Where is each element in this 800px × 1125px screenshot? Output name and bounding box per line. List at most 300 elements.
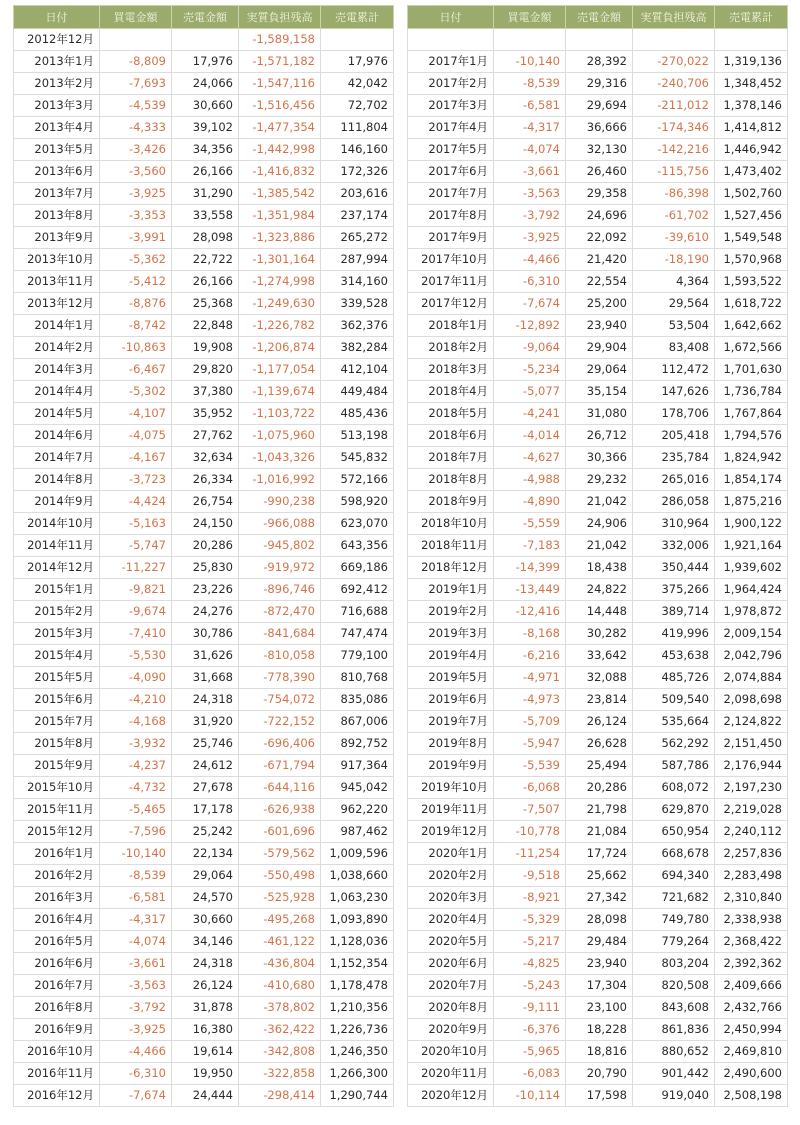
sale-cumulative-cell: 382,284 (321, 337, 394, 359)
sale-cumulative-cell: 1,063,230 (321, 887, 394, 909)
date-cell: 2013年7月 (14, 183, 100, 205)
sale-amount-cell: 16,380 (172, 1019, 239, 1041)
purchase-amount-cell: -3,925 (100, 183, 172, 205)
net-balance-cell: -671,794 (239, 755, 321, 777)
sale-cumulative-cell: 2,508,198 (715, 1085, 788, 1107)
net-balance-cell: 453,638 (633, 645, 715, 667)
sale-cumulative-cell: 1,939,602 (715, 557, 788, 579)
purchase-amount-cell: -5,747 (100, 535, 172, 557)
date-cell: 2017年7月 (408, 183, 494, 205)
date-cell: 2016年9月 (14, 1019, 100, 1041)
purchase-amount-cell: -3,792 (494, 205, 566, 227)
purchase-amount-cell: -6,310 (100, 1063, 172, 1085)
sale-amount-cell: 31,920 (172, 711, 239, 733)
sale-cumulative-cell: 917,364 (321, 755, 394, 777)
date-cell: 2018年11月 (408, 535, 494, 557)
table-row (408, 535, 788, 557)
net-balance-cell: 389,714 (633, 601, 715, 623)
net-balance-cell: -436,804 (239, 953, 321, 975)
table-row (408, 623, 788, 645)
sale-cumulative-cell: 835,086 (321, 689, 394, 711)
sale-amount-cell: 23,940 (566, 953, 633, 975)
sale-cumulative-cell: 1,593,522 (715, 271, 788, 293)
table-row (408, 799, 788, 821)
date-cell: 2014年12月 (14, 557, 100, 579)
table-row (14, 1019, 394, 1041)
sale-cumulative-cell: 1,875,216 (715, 491, 788, 513)
date-cell: 2018年8月 (408, 469, 494, 491)
sale-cumulative-cell: 1,093,890 (321, 909, 394, 931)
purchase-amount-cell: -8,168 (494, 623, 566, 645)
header-net-balance: 実質負担残高 (633, 6, 715, 29)
date-cell: 2017年1月 (408, 51, 494, 73)
date-cell: 2014年11月 (14, 535, 100, 557)
sale-amount-cell: 25,200 (566, 293, 633, 315)
sale-cumulative-cell: 1,701,630 (715, 359, 788, 381)
sale-amount-cell: 22,092 (566, 227, 633, 249)
date-cell: 2014年4月 (14, 381, 100, 403)
purchase-amount-cell: -5,465 (100, 799, 172, 821)
net-balance-cell: -378,802 (239, 997, 321, 1019)
net-balance-cell: -342,808 (239, 1041, 321, 1063)
date-cell: 2020年10月 (408, 1041, 494, 1063)
sale-cumulative-cell: 1,266,300 (321, 1063, 394, 1085)
table-row (14, 953, 394, 975)
purchase-amount-cell: -4,333 (100, 117, 172, 139)
sale-amount-cell: 30,660 (172, 909, 239, 931)
purchase-amount-cell: -7,674 (100, 1085, 172, 1107)
date-cell: 2017年10月 (408, 249, 494, 271)
net-balance-cell: 535,664 (633, 711, 715, 733)
sale-cumulative-cell: 2,490,600 (715, 1063, 788, 1085)
sale-cumulative-cell: 623,070 (321, 513, 394, 535)
table-row (408, 315, 788, 337)
sale-cumulative-cell: 449,484 (321, 381, 394, 403)
purchase-amount-cell: -9,674 (100, 601, 172, 623)
purchase-amount-cell: -8,921 (494, 887, 566, 909)
date-cell: 2014年6月 (14, 425, 100, 447)
net-balance-cell: -1,075,960 (239, 425, 321, 447)
purchase-amount-cell: -12,416 (494, 601, 566, 623)
header-date: 日付 (14, 6, 100, 29)
sale-cumulative-cell: 146,160 (321, 139, 394, 161)
purchase-amount-cell: -4,107 (100, 403, 172, 425)
table-row (408, 425, 788, 447)
purchase-amount-cell: -14,399 (494, 557, 566, 579)
purchase-amount-cell: -5,234 (494, 359, 566, 381)
sale-amount-cell: 26,124 (172, 975, 239, 997)
sale-amount-cell: 26,460 (566, 161, 633, 183)
sale-amount-cell: 23,226 (172, 579, 239, 601)
table-row (408, 777, 788, 799)
table-row (14, 73, 394, 95)
sale-cumulative-cell: 1,570,968 (715, 249, 788, 271)
net-balance-cell: -322,858 (239, 1063, 321, 1085)
sale-amount-cell: 26,166 (172, 271, 239, 293)
date-cell: 2016年11月 (14, 1063, 100, 1085)
table-row (14, 425, 394, 447)
net-balance-cell: -495,268 (239, 909, 321, 931)
net-balance-cell: -945,802 (239, 535, 321, 557)
purchase-amount-cell: -4,466 (494, 249, 566, 271)
date-cell: 2017年2月 (408, 73, 494, 95)
table-row (14, 689, 394, 711)
sale-amount-cell: 18,816 (566, 1041, 633, 1063)
sale-amount-cell: 26,712 (566, 425, 633, 447)
sale-amount-cell: 26,334 (172, 469, 239, 491)
purchase-amount-cell: -6,068 (494, 777, 566, 799)
net-balance-cell: -1,385,542 (239, 183, 321, 205)
sale-cumulative-cell: 1,178,478 (321, 975, 394, 997)
sale-cumulative-cell: 2,432,766 (715, 997, 788, 1019)
table-row (14, 887, 394, 909)
sale-amount-cell: 35,952 (172, 403, 239, 425)
purchase-amount-cell: -6,581 (494, 95, 566, 117)
table-row (408, 865, 788, 887)
net-balance-cell: -841,684 (239, 623, 321, 645)
purchase-amount-cell: -3,991 (100, 227, 172, 249)
table-row (408, 887, 788, 909)
table-row (14, 249, 394, 271)
purchase-amount-cell: -5,947 (494, 733, 566, 755)
table-row (408, 51, 788, 73)
date-cell: 2020年12月 (408, 1085, 494, 1107)
net-balance-cell: -1,416,832 (239, 161, 321, 183)
net-balance-cell: -1,177,054 (239, 359, 321, 381)
sale-amount-cell: 28,098 (566, 909, 633, 931)
net-balance-cell: 29,564 (633, 293, 715, 315)
table-row (408, 513, 788, 535)
table-row (14, 645, 394, 667)
sale-amount-cell: 23,100 (566, 997, 633, 1019)
table-row (408, 953, 788, 975)
purchase-amount-cell: -10,140 (100, 843, 172, 865)
table-row (14, 403, 394, 425)
purchase-amount-cell: -6,216 (494, 645, 566, 667)
date-cell: 2020年11月 (408, 1063, 494, 1085)
sale-cumulative-cell: 1,348,452 (715, 73, 788, 95)
net-balance-cell: -362,422 (239, 1019, 321, 1041)
date-cell: 2018年2月 (408, 337, 494, 359)
table-row (14, 821, 394, 843)
net-balance-cell: -644,116 (239, 777, 321, 799)
sale-amount-cell: 25,830 (172, 557, 239, 579)
table-row (408, 997, 788, 1019)
date-cell: 2014年9月 (14, 491, 100, 513)
sale-amount-cell: 17,178 (172, 799, 239, 821)
sale-amount-cell: 31,626 (172, 645, 239, 667)
date-cell: 2013年10月 (14, 249, 100, 271)
purchase-amount-cell (494, 29, 566, 51)
sale-amount-cell: 25,494 (566, 755, 633, 777)
sale-cumulative-cell: 962,220 (321, 799, 394, 821)
purchase-amount-cell: -3,426 (100, 139, 172, 161)
purchase-amount-cell: -4,090 (100, 667, 172, 689)
sale-amount-cell: 19,614 (172, 1041, 239, 1063)
sale-amount-cell: 37,380 (172, 381, 239, 403)
date-cell (408, 29, 494, 51)
sale-amount-cell: 29,232 (566, 469, 633, 491)
net-balance-cell: 4,364 (633, 271, 715, 293)
table-row (14, 359, 394, 381)
sale-amount-cell: 33,642 (566, 645, 633, 667)
purchase-amount-cell: -4,627 (494, 447, 566, 469)
table-row (408, 139, 788, 161)
purchase-amount-cell: -10,140 (494, 51, 566, 73)
sale-cumulative-cell: 1,824,942 (715, 447, 788, 469)
purchase-amount-cell: -9,064 (494, 337, 566, 359)
table-row (14, 535, 394, 557)
net-balance-cell: 310,964 (633, 513, 715, 535)
header-row (408, 6, 788, 29)
table-row (14, 777, 394, 799)
net-balance-cell: -601,696 (239, 821, 321, 843)
sale-cumulative-cell: 42,042 (321, 73, 394, 95)
sale-amount-cell (566, 29, 633, 51)
net-balance-cell: 178,706 (633, 403, 715, 425)
sale-amount-cell: 14,448 (566, 601, 633, 623)
table-row (14, 975, 394, 997)
sale-cumulative-cell: 1,736,784 (715, 381, 788, 403)
sale-amount-cell: 30,660 (172, 95, 239, 117)
purchase-amount-cell: -11,254 (494, 843, 566, 865)
sale-cumulative-cell: 1,794,576 (715, 425, 788, 447)
sale-cumulative-cell: 2,392,362 (715, 953, 788, 975)
purchase-amount-cell: -5,530 (100, 645, 172, 667)
sale-amount-cell: 19,908 (172, 337, 239, 359)
purchase-amount-cell: -4,074 (494, 139, 566, 161)
sale-cumulative-cell: 412,104 (321, 359, 394, 381)
sale-cumulative-cell: 1,978,872 (715, 601, 788, 623)
date-cell: 2020年3月 (408, 887, 494, 909)
table-row (408, 931, 788, 953)
date-cell: 2013年11月 (14, 271, 100, 293)
purchase-amount-cell: -6,376 (494, 1019, 566, 1041)
purchase-amount-cell: -10,114 (494, 1085, 566, 1107)
date-cell: 2015年3月 (14, 623, 100, 645)
sale-cumulative-cell (715, 29, 788, 51)
date-cell: 2017年11月 (408, 271, 494, 293)
sale-amount-cell: 27,678 (172, 777, 239, 799)
purchase-amount-cell: -4,074 (100, 931, 172, 953)
sale-cumulative-cell: 779,100 (321, 645, 394, 667)
purchase-amount-cell: -6,467 (100, 359, 172, 381)
date-cell: 2015年9月 (14, 755, 100, 777)
sale-cumulative-cell: 1,226,736 (321, 1019, 394, 1041)
sale-amount-cell: 25,662 (566, 865, 633, 887)
table-row (408, 117, 788, 139)
sale-cumulative-cell: 2,197,230 (715, 777, 788, 799)
table-row (14, 799, 394, 821)
sale-amount-cell: 32,130 (566, 139, 633, 161)
sale-cumulative-cell: 1,128,036 (321, 931, 394, 953)
date-cell: 2020年7月 (408, 975, 494, 997)
purchase-amount-cell: -8,539 (100, 865, 172, 887)
purchase-amount-cell: -3,925 (100, 1019, 172, 1041)
sale-cumulative-cell: 2,098,698 (715, 689, 788, 711)
purchase-amount-cell: -5,965 (494, 1041, 566, 1063)
table-row (408, 293, 788, 315)
net-balance-cell: -525,928 (239, 887, 321, 909)
table-row (408, 711, 788, 733)
sale-amount-cell: 24,822 (566, 579, 633, 601)
sale-cumulative-cell: 945,042 (321, 777, 394, 799)
date-cell: 2015年6月 (14, 689, 100, 711)
net-balance-cell: -1,351,984 (239, 205, 321, 227)
table-row (14, 1063, 394, 1085)
sale-amount-cell: 17,724 (566, 843, 633, 865)
purchase-amount-cell: -5,217 (494, 931, 566, 953)
date-cell: 2019年4月 (408, 645, 494, 667)
date-cell: 2013年6月 (14, 161, 100, 183)
net-balance-cell: 83,408 (633, 337, 715, 359)
sale-amount-cell: 24,612 (172, 755, 239, 777)
sale-cumulative-cell: 1,414,812 (715, 117, 788, 139)
net-balance-cell: -18,190 (633, 249, 715, 271)
date-cell: 2013年4月 (14, 117, 100, 139)
net-balance-cell: 721,682 (633, 887, 715, 909)
purchase-amount-cell: -4,424 (100, 491, 172, 513)
sale-cumulative-cell: 203,616 (321, 183, 394, 205)
sale-cumulative-cell: 265,272 (321, 227, 394, 249)
date-cell: 2018年4月 (408, 381, 494, 403)
table-row (408, 843, 788, 865)
net-balance-cell: -39,610 (633, 227, 715, 249)
sale-amount-cell: 21,798 (566, 799, 633, 821)
sale-amount-cell: 34,356 (172, 139, 239, 161)
date-cell: 2019年8月 (408, 733, 494, 755)
date-cell: 2014年10月 (14, 513, 100, 535)
sale-cumulative-cell: 545,832 (321, 447, 394, 469)
sale-cumulative-cell: 287,994 (321, 249, 394, 271)
sale-cumulative-cell: 314,160 (321, 271, 394, 293)
table-row (408, 491, 788, 513)
sale-amount-cell: 27,762 (172, 425, 239, 447)
date-cell: 2018年10月 (408, 513, 494, 535)
sale-cumulative-cell: 2,176,944 (715, 755, 788, 777)
table-row (14, 601, 394, 623)
header-purchase-amount: 買電金額 (100, 6, 172, 29)
sale-cumulative-cell: 362,376 (321, 315, 394, 337)
sale-cumulative-cell: 716,688 (321, 601, 394, 623)
purchase-amount-cell: -3,563 (494, 183, 566, 205)
date-cell: 2014年8月 (14, 469, 100, 491)
sale-cumulative-cell: 1,527,456 (715, 205, 788, 227)
date-cell: 2017年5月 (408, 139, 494, 161)
purchase-amount-cell: -5,412 (100, 271, 172, 293)
header-sale-cumulative: 売電累計 (715, 6, 788, 29)
net-balance-cell: -240,706 (633, 73, 715, 95)
net-balance-cell: -270,022 (633, 51, 715, 73)
date-cell: 2016年5月 (14, 931, 100, 953)
purchase-amount-cell: -7,674 (494, 293, 566, 315)
purchase-amount-cell: -5,559 (494, 513, 566, 535)
sale-cumulative-cell: 2,310,840 (715, 887, 788, 909)
net-balance-cell: 880,652 (633, 1041, 715, 1063)
net-balance-cell: -754,072 (239, 689, 321, 711)
sale-cumulative-cell: 2,151,450 (715, 733, 788, 755)
date-cell: 2016年4月 (14, 909, 100, 931)
sale-cumulative-cell: 2,240,112 (715, 821, 788, 843)
table-row (408, 227, 788, 249)
purchase-amount-cell: -13,449 (494, 579, 566, 601)
sale-amount-cell: 25,242 (172, 821, 239, 843)
sale-amount-cell: 25,368 (172, 293, 239, 315)
net-balance-cell: -115,756 (633, 161, 715, 183)
date-cell: 2016年10月 (14, 1041, 100, 1063)
purchase-amount-cell: -8,539 (494, 73, 566, 95)
table-row (408, 667, 788, 689)
date-cell: 2020年5月 (408, 931, 494, 953)
purchase-amount-cell: -3,723 (100, 469, 172, 491)
header-row (14, 6, 394, 29)
sale-cumulative-cell: 1,921,164 (715, 535, 788, 557)
sale-amount-cell: 24,066 (172, 73, 239, 95)
sale-amount-cell: 33,558 (172, 205, 239, 227)
table-row (408, 73, 788, 95)
date-cell: 2016年2月 (14, 865, 100, 887)
sale-cumulative-cell: 1,038,660 (321, 865, 394, 887)
purchase-amount-cell: -4,167 (100, 447, 172, 469)
date-cell: 2016年1月 (14, 843, 100, 865)
sale-cumulative-cell: 1,319,136 (715, 51, 788, 73)
sale-cumulative-cell: 1,290,744 (321, 1085, 394, 1107)
date-cell: 2013年9月 (14, 227, 100, 249)
table-row (14, 491, 394, 513)
purchase-amount-cell: -9,518 (494, 865, 566, 887)
date-cell: 2017年4月 (408, 117, 494, 139)
net-balance-cell: -461,122 (239, 931, 321, 953)
sale-cumulative-cell: 72,702 (321, 95, 394, 117)
date-cell: 2017年8月 (408, 205, 494, 227)
net-balance-cell: -696,406 (239, 733, 321, 755)
table-row (408, 381, 788, 403)
sale-cumulative-cell: 1,246,350 (321, 1041, 394, 1063)
purchase-amount-cell: -3,560 (100, 161, 172, 183)
table-row (14, 139, 394, 161)
table-row (408, 689, 788, 711)
sale-cumulative-cell: 1,378,146 (715, 95, 788, 117)
sale-cumulative-cell: 1,642,662 (715, 315, 788, 337)
sale-amount-cell: 22,848 (172, 315, 239, 337)
net-balance-cell: 147,626 (633, 381, 715, 403)
purchase-amount-cell: -5,163 (100, 513, 172, 535)
date-cell: 2020年4月 (408, 909, 494, 931)
sale-amount-cell: 17,598 (566, 1085, 633, 1107)
date-cell: 2020年1月 (408, 843, 494, 865)
table-row (408, 249, 788, 271)
table-row (14, 29, 394, 51)
date-cell: 2015年5月 (14, 667, 100, 689)
purchase-amount-cell: -7,507 (494, 799, 566, 821)
date-cell: 2015年8月 (14, 733, 100, 755)
sale-amount-cell: 23,940 (566, 315, 633, 337)
table-row (408, 29, 788, 51)
net-balance-cell: 803,204 (633, 953, 715, 975)
net-balance-cell: 419,996 (633, 623, 715, 645)
date-cell: 2019年2月 (408, 601, 494, 623)
net-balance-cell: -1,477,354 (239, 117, 321, 139)
table-row (408, 271, 788, 293)
sale-amount-cell: 26,124 (566, 711, 633, 733)
table-2012-2016 (13, 5, 394, 1107)
sale-amount-cell: 24,318 (172, 953, 239, 975)
purchase-amount-cell: -4,241 (494, 403, 566, 425)
table-row (14, 315, 394, 337)
purchase-amount-cell: -6,581 (100, 887, 172, 909)
table-row (14, 1041, 394, 1063)
table-row (14, 447, 394, 469)
